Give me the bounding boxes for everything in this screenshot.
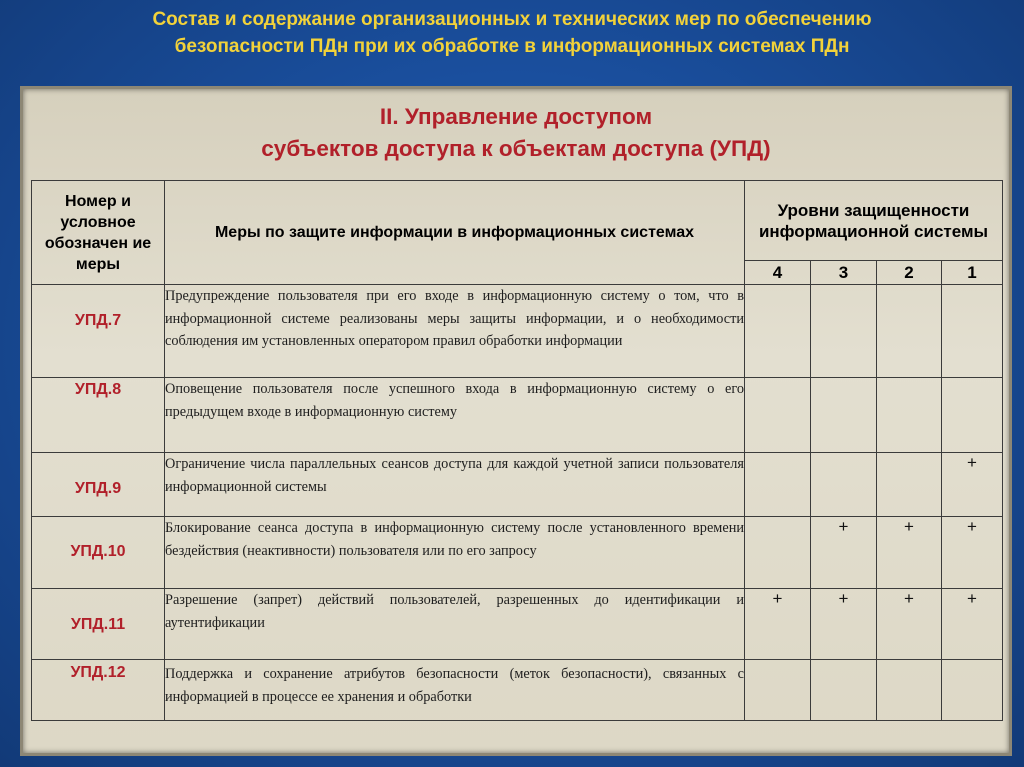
measures-table — [31, 180, 1003, 721]
level-4-mark — [745, 453, 811, 517]
slide-title — [0, 6, 1024, 60]
level-3-mark: + — [811, 589, 877, 660]
level-2-mark — [877, 285, 942, 378]
level-3-mark: + — [811, 517, 877, 589]
level-1-mark: + — [942, 453, 1003, 517]
table-row — [32, 660, 1003, 721]
level-1-mark: + — [942, 517, 1003, 589]
header-level-3: 3 — [811, 261, 877, 285]
header-level-2: 2 — [877, 261, 942, 285]
section-title — [23, 101, 1009, 165]
slide-title-line-2: безопасности ПДн при их обработке в информационных системах ПДн — [174, 36, 850, 57]
level-1-mark — [942, 285, 1003, 378]
level-4-mark — [745, 660, 811, 721]
content-panel — [20, 86, 1012, 756]
level-2-mark — [877, 378, 942, 453]
measure-code: УПД.10 — [32, 517, 165, 589]
table-row — [32, 285, 1003, 378]
level-2-mark — [877, 660, 942, 721]
table-row — [32, 378, 1003, 453]
measure-code: УПД.11 — [32, 589, 165, 660]
level-4-mark — [745, 517, 811, 589]
header-measure-description: Меры по защите информации в информационных системах — [165, 181, 745, 285]
measure-description: Оповещение пользователя после успешного входа в информационную систему о его предыдущем входе в информационную систему — [165, 378, 745, 453]
level-3-mark — [811, 453, 877, 517]
table-row — [32, 517, 1003, 589]
level-2-mark: + — [877, 589, 942, 660]
measure-description: Предупреждение пользователя при его входе в информационную систему о том, что в информационной системе реализованы меры защиты информации, и о необходимости соблюдения им установленных оператором правил обработки информации — [165, 285, 745, 378]
measure-description: Поддержка и сохранение атрибутов безопасности (меток безопасности), связанных с информацией в процессе ее хранения и обработки — [165, 660, 745, 721]
table-row — [32, 453, 1003, 517]
level-4-mark: + — [745, 589, 811, 660]
header-protection-levels: Уровни защищенности информационной системы — [745, 181, 1003, 261]
level-3-mark — [811, 660, 877, 721]
header-level-4: 4 — [745, 261, 811, 285]
level-2-mark: + — [877, 517, 942, 589]
measure-description: Ограничение числа параллельных сеансов доступа для каждой учетной записи пользователя информационной системы — [165, 453, 745, 517]
level-4-mark — [745, 378, 811, 453]
level-3-mark — [811, 285, 877, 378]
level-4-mark — [745, 285, 811, 378]
header-measure-code: Номер и условное обозначен ие меры — [32, 181, 165, 285]
measure-code: УПД.8 — [32, 378, 165, 453]
level-1-mark — [942, 378, 1003, 453]
measure-code: УПД.12 — [32, 660, 165, 721]
header-level-1: 1 — [942, 261, 1003, 285]
section-title-line-2: субъектов доступа к объектам доступа (УПД) — [261, 136, 771, 161]
level-2-mark — [877, 453, 942, 517]
slide-title-line-1: Состав и содержание организационных и технических мер по обеспечению — [152, 9, 872, 30]
table-row — [32, 589, 1003, 660]
measure-description: Разрешение (запрет) действий пользователей, разрешенных до идентификации и аутентификации — [165, 589, 745, 660]
level-1-mark: + — [942, 589, 1003, 660]
level-3-mark — [811, 378, 877, 453]
section-title-line-1: II. Управление доступом — [379, 104, 653, 129]
measure-code: УПД.9 — [32, 453, 165, 517]
measure-description: Блокирование сеанса доступа в информационную систему после установленного времени бездействия (неактивности) пользователя или по его запросу — [165, 517, 745, 589]
measure-code: УПД.7 — [32, 285, 165, 378]
level-1-mark — [942, 660, 1003, 721]
